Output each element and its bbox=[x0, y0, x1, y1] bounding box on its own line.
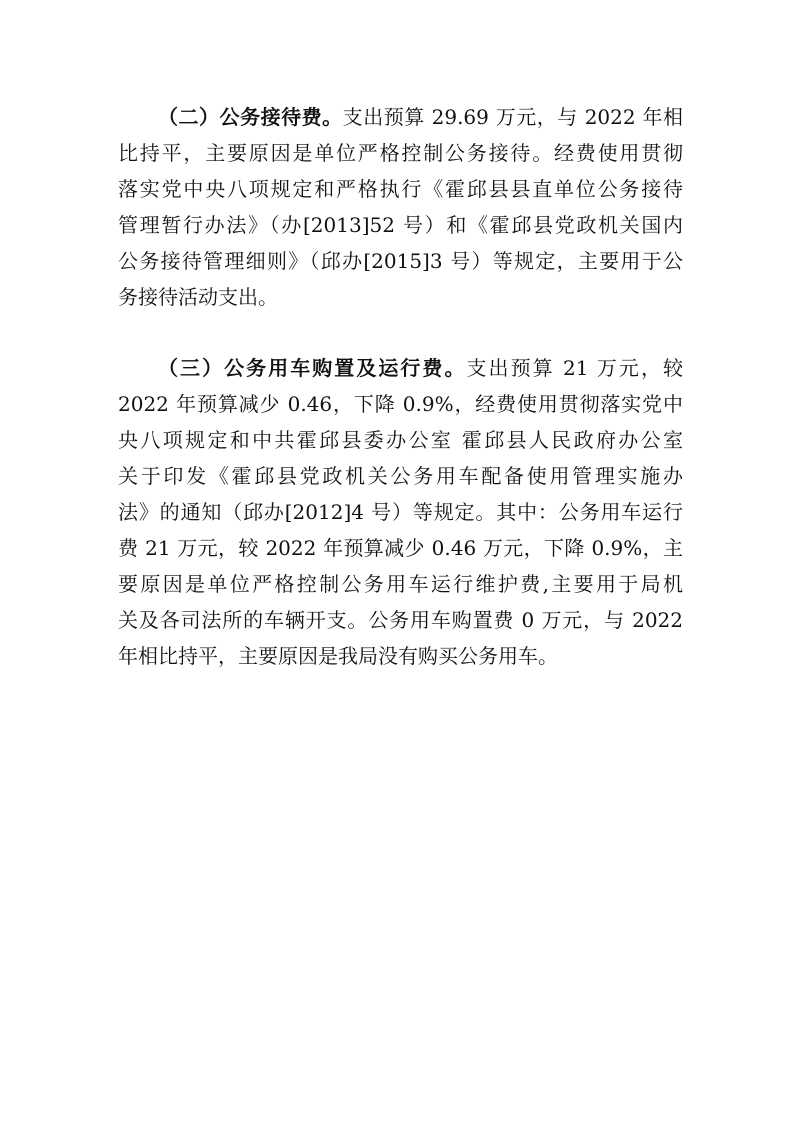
section-heading-vehicles: （三）公务用车购置及运行费。 bbox=[158, 356, 467, 380]
paragraph-line bbox=[158, 350, 683, 386]
paragraph-line: 2022 年预算减少 0.46，下降 0.9%，经费使用贯彻落实党中 bbox=[118, 392, 683, 416]
paragraph-line: 年相比持平，主要原因是我局没有购买公务用车。 bbox=[118, 644, 558, 668]
line-text: 支出预算 21 万元，较 bbox=[466, 356, 684, 380]
paragraph-line bbox=[158, 99, 683, 135]
section-heading-reception: （二）公务接待费。 bbox=[158, 105, 343, 129]
paragraph-line: 关于印发《霍邱县党政机关公务用车配备使用管理实施办 bbox=[118, 464, 683, 488]
paragraph-line: 费 21 万元，较 2022 年预算减少 0.46 万元，下降 0.9%，主 bbox=[118, 536, 683, 560]
paragraph-line: 关及各司法所的车辆开支。公务用车购置费 0 万元，与 2022 bbox=[118, 608, 683, 632]
line-text: 支出预算 29.69 万元，与 2022 年相 bbox=[342, 105, 683, 129]
paragraph-line: 比持平，主要原因是单位严格控制公务接待。经费使用贯彻 bbox=[118, 141, 683, 165]
paragraph-line: 公务接待管理细则》（邱办[2015]3 号）等规定，主要用于公 bbox=[118, 249, 683, 273]
paragraph-line: 法》的通知（邱办[2012]4 号）等规定。其中：公务用车运行 bbox=[118, 500, 683, 524]
paragraph-line: 管理暂行办法》（办[2013]52 号）和《霍邱县党政机关国内 bbox=[118, 213, 683, 237]
paragraph-line: 要原因是单位严格控制公务用车运行维护费,主要用于局机 bbox=[118, 572, 683, 596]
paragraph-line: 务接待活动支出。 bbox=[118, 285, 278, 309]
paragraph-line: 落实党中央八项规定和严格执行《霍邱县县直单位公务接待 bbox=[118, 177, 683, 201]
paragraph-line: 央八项规定和中共霍邱县委办公室 霍邱县人民政府办公室 bbox=[118, 428, 683, 452]
